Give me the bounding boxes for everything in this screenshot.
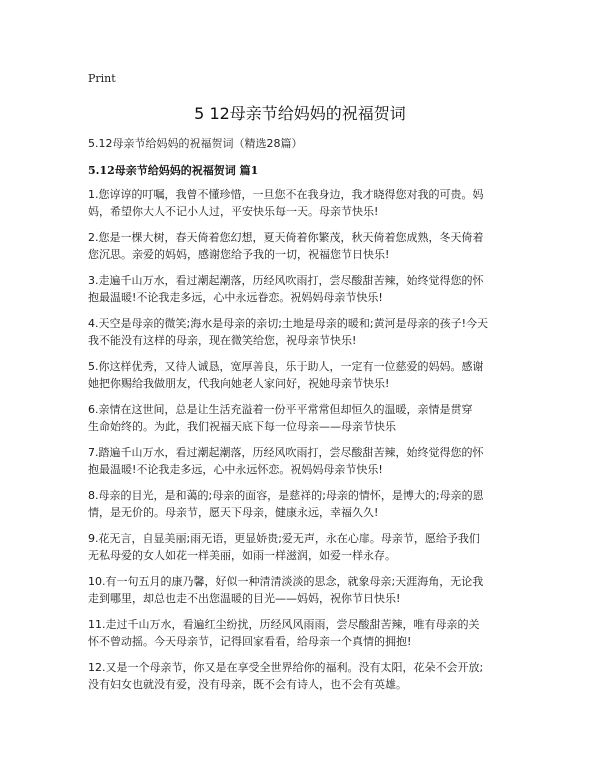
document-subtitle: 5.12母亲节给妈妈的祝福贺词（精选28篇） [88,137,303,150]
section-heading: 5.12母亲节给妈妈的祝福贺词 篇1 [88,164,259,177]
greeting-paragraph: 3.走遍千山万水，看过潮起潮落，历经风吹雨打，尝尽酸甜苦辣，始终觉得您的怀 抱最温暖!不论我走多远，心中永远眷恋。祝妈妈母亲节快乐! [88,274,484,304]
greeting-paragraph: 5.你这样优秀，又待人诚恳，宽厚善良，乐于助人，一定有一位慈爱的妈妈。感谢 她把你赐给我做朋友，代我向她老人家问好，祝她母亲节快乐! [88,360,484,390]
greeting-paragraph: 4.天空是母亲的微笑;海水是母亲的亲切;土地是母亲的暖和;黄河是母亲的孩子!今天 我不能没有这样的母亲，现在微笑给您，祝母亲节快乐! [88,317,489,347]
greeting-paragraph: 11.走过千山万水，看遍红尘纷扰，历经风风雨雨，尝尽酸甜苦辣，唯有母亲的关 怀不曾动摇。今天母亲节，记得回家看看，给母亲一个真情的拥抱! [88,618,480,648]
greeting-paragraph: 10.有一句五月的康乃馨，好似一种清清淡淡的思念，就象母亲;天涯海角，无论我 走到哪里，却总也走不出您温暖的目光——妈妈，祝你节日快乐! [88,575,484,605]
greeting-list [88,186,520,702]
greeting-paragraph: 1.您谆谆的叮嘱，我曾不懂珍惜，一旦您不在我身边，我才晓得您对我的可贵。妈 妈，希望你大人不记小人过，平安快乐每一天。母亲节快乐! [88,188,484,218]
page-title: 5 12母亲节给妈妈的祝福贺词 [194,104,406,123]
greeting-paragraph: 8.母亲的目光，是和蔼的;母亲的面容，是慈祥的;母亲的情怀，是博大的;母亲的恩 情，是无价的。母亲节，愿天下母亲，健康永远，幸福久久! [88,489,484,519]
greeting-paragraph: 9.花无言，自显美丽;雨无语，更显娇贵;爱无声，永在心扉。母亲节，愿给予我们 无私母爱的女人如花一样美丽，如雨一样滋润，如爱一样永存。 [88,532,480,562]
greeting-paragraph: 6.亲情在这世间，总是让生活充溢着一份平平常常但却恒久的温暖，亲情是贯穿 生命始终的。为此，我们祝福天底下每一位母亲——母亲节快乐 [88,403,473,433]
greeting-paragraph: 2.您是一棵大树，春天倚着您幻想，夏天倚着你繁茂，秋天倚着您成熟，冬天倚着 您沉思。亲爱的妈妈，感谢您给予我的一切，祝福您节日快乐! [88,231,484,261]
greeting-paragraph: 12.又是一个母亲节，你又是在享受全世界给你的福利。没有太阳，花朵不会开放; 没有妇女也就没有爱，没有母亲，既不会有诗人，也不会有英雄。 [88,661,484,691]
print-label[interactable]: Print [88,72,116,85]
greeting-paragraph: 7.踏遍千山万水，看过潮起潮落，历经风吹雨打，尝尽酸甜苦辣，始终觉得您的怀 抱最温暖!不论我走多远，心中永远怀恋。祝妈妈母亲节快乐! [88,446,484,476]
